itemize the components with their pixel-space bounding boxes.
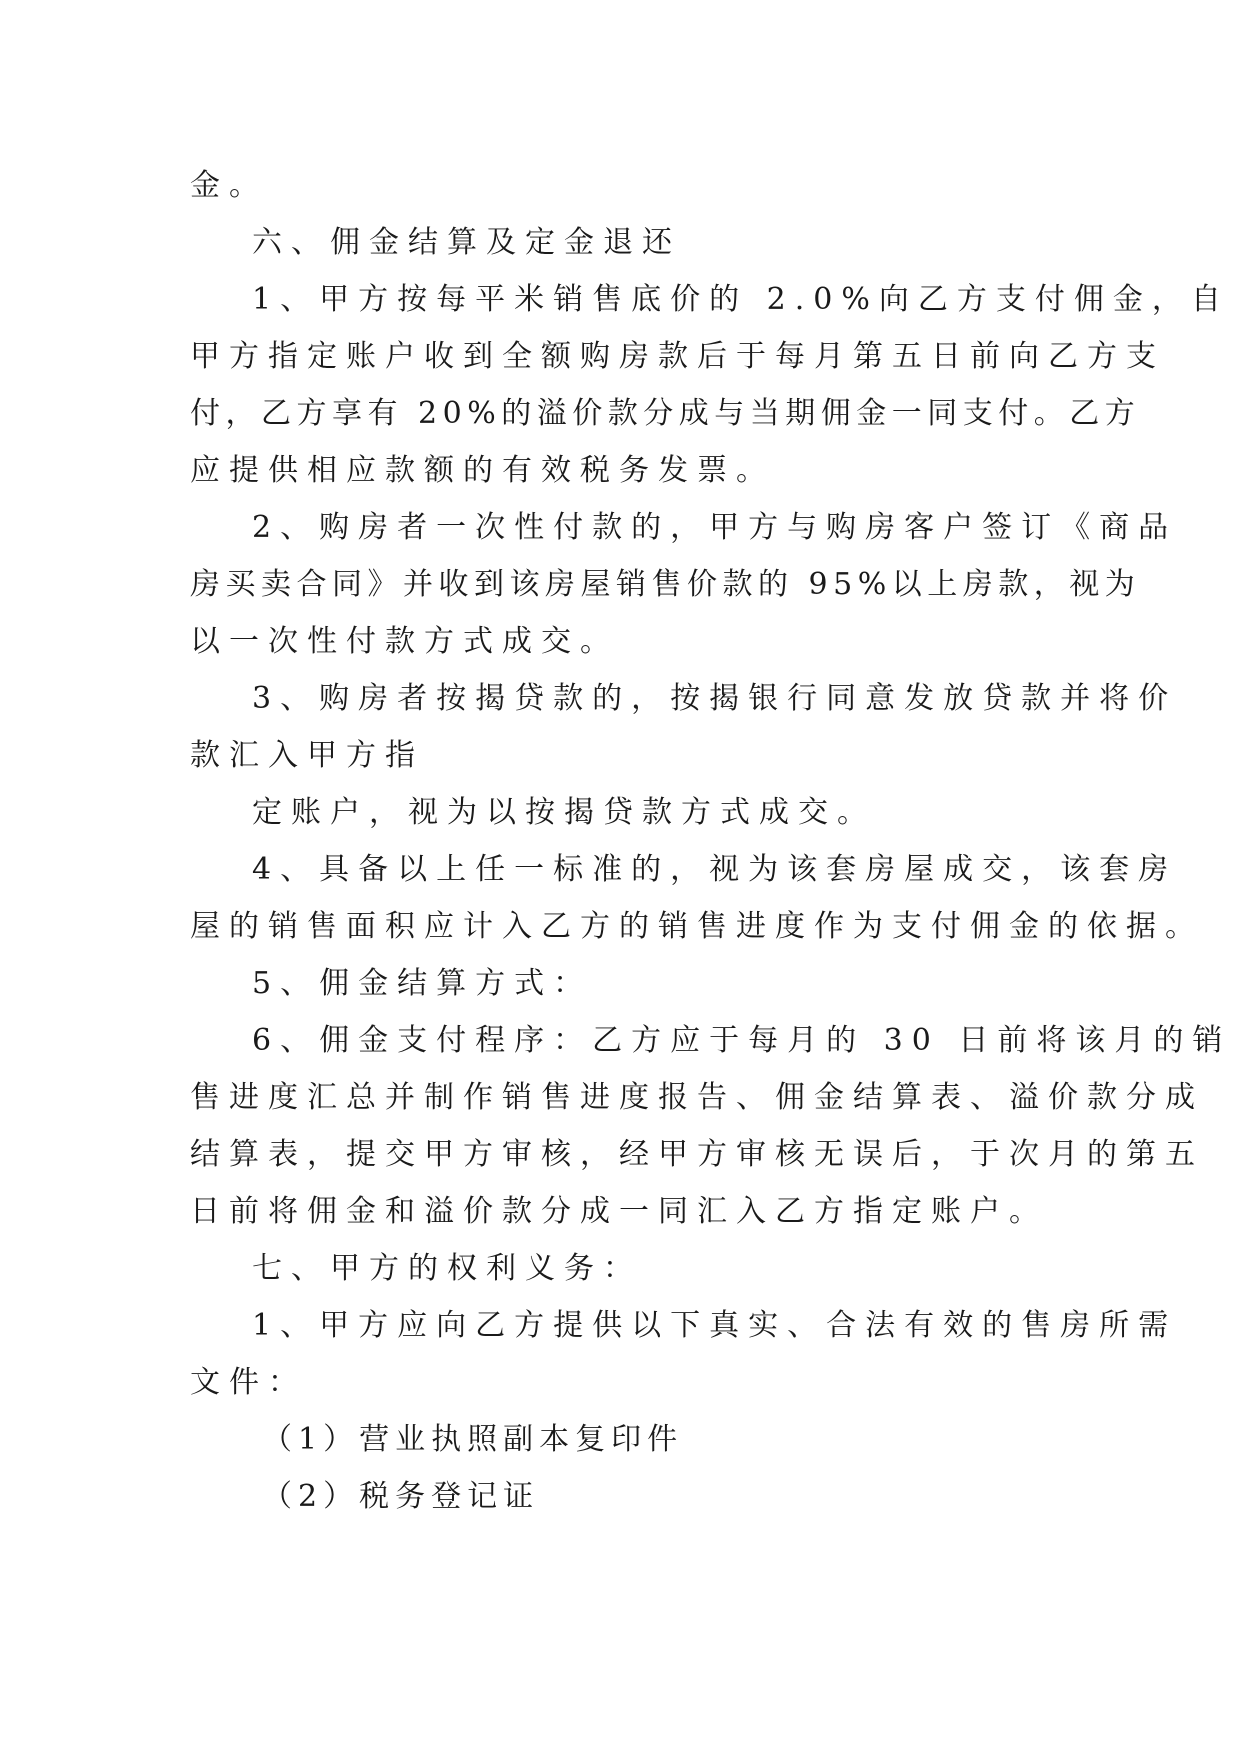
text-line: 屋的销售面积应计入乙方的销售进度作为支付佣金的依据。 — [190, 909, 1204, 944]
list-item: （2）税务登记证 — [262, 1479, 540, 1514]
text-line: 款汇入甲方指 — [190, 738, 424, 773]
text-line: 6、佣金支付程序：乙方应于每月的 30 日前将该月的销 — [252, 1023, 1232, 1058]
text-line: 3、购房者按揭贷款的，按揭银行同意发放贷款并将价 — [252, 681, 1178, 716]
text-line: 金。 — [190, 168, 268, 203]
text-line: 1、甲方应向乙方提供以下真实、合法有效的售房所需 — [252, 1308, 1178, 1343]
text-line: 房买卖合同》并收到该房屋销售价款的 95%以上房款，视为 — [190, 567, 1141, 602]
text-line: 4、具备以上任一标准的，视为该套房屋成交，该套房 — [252, 852, 1178, 887]
text-line: 应提供相应款额的有效税务发票。 — [190, 453, 775, 488]
text-line: 1、甲方按每平米销售底价的 2.0%向乙方支付佣金，自 — [252, 282, 1230, 317]
section-heading: 七、甲方的权利义务： — [252, 1251, 642, 1286]
list-item: （1）营业执照副本复印件 — [262, 1422, 684, 1457]
text-line: 甲方指定账户收到全额购房款后于每月第五日前向乙方支 — [190, 339, 1165, 374]
text-line: 5、佣金结算方式： — [252, 966, 593, 1001]
text-line: 付，乙方享有 20%的溢价款分成与当期佣金一同支付。乙方 — [190, 396, 1141, 431]
text-line: 2、购房者一次性付款的，甲方与购房客户签订《商品 — [252, 510, 1178, 545]
text-line: 定账户，视为以按揭贷款方式成交。 — [252, 795, 876, 830]
text-line: 以一次性付款方式成交。 — [190, 624, 619, 659]
text-line: 售进度汇总并制作销售进度报告、佣金结算表、溢价款分成 — [190, 1080, 1204, 1115]
section-heading: 六、佣金结算及定金退还 — [252, 225, 681, 260]
text-line: 日前将佣金和溢价款分成一同汇入乙方指定账户。 — [190, 1194, 1048, 1229]
text-line: 结算表，提交甲方审核，经甲方审核无误后，于次月的第五 — [190, 1137, 1204, 1172]
text-line: 文件： — [190, 1365, 307, 1400]
